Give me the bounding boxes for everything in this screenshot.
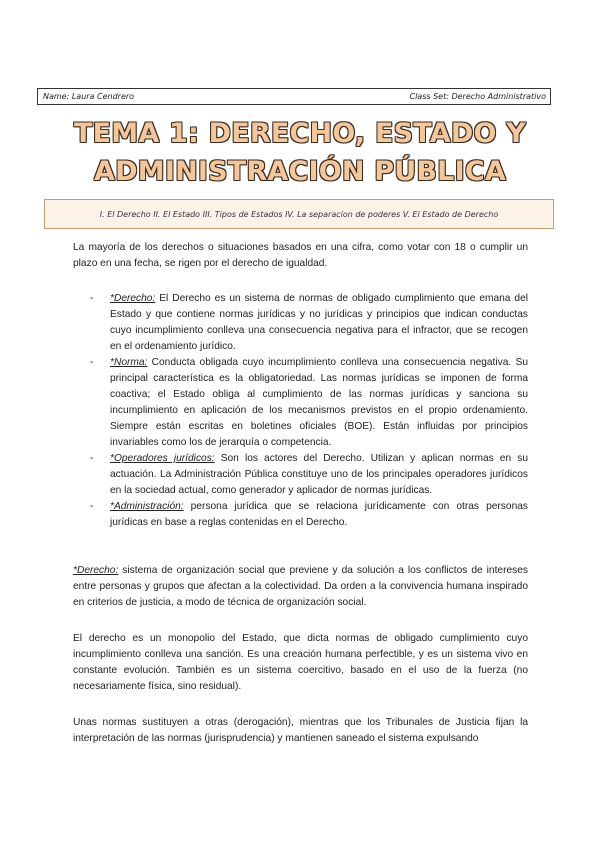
list-dash: - [90,293,94,304]
monopolio-paragraph [73,631,528,695]
definition-text: Son los actores del Derecho. Utilizan y aplican normas en su actuación. La Administración Pública constituye uno de los principales operadores jurídicos en la sociedad actual, como generador y aplicador de normas jurídicas. [110,453,528,496]
normas-paragraph [73,715,528,747]
derecho-paragraph [73,563,528,611]
intro-paragraph [73,240,528,272]
definitions-list [90,291,528,531]
list-item [90,499,528,531]
list-dash: - [90,453,94,464]
list-dash: - [90,357,94,368]
table-of-contents [44,199,554,229]
intro-text: La mayoría de los derechos o situaciones basados en una cifra, como votar con 18 o cumplir un plazo en una fecha, se rigen por el derecho de igualdad. [73,242,528,269]
list-item [90,451,528,499]
definition-term: *Norma: [110,357,148,368]
definition-text: Conducta obligada cuyo incumplimiento conlleva una consecuencia negativa. Su principal característica es la obligatoriedad. Las normas jurídicas se imponen de forma coactiva; el Estado obliga al cumplimiento de las normas jurídicas y sanciona su incumplimiento en aplicación de los mecanismos previstos en el propio ordenamiento. Siempre están escritas en boletines oficiales (BOE). Están influidas por principios invariables como los de jerarquía o competencia. [110,357,528,448]
list-item [90,291,528,355]
list-dash: - [90,501,94,512]
definition-term: *Administración: [110,501,184,512]
derecho-term: *Derecho: [73,565,119,576]
derecho-text: sistema de organización social que previene y da solución a los conflictos de intereses entre personas y grupos que afectan a la colectividad. Da orden a la convivencia humana inspirado en criterios de justicia, a modo de técnica de organización social. [73,565,528,608]
definition-text: persona jurídica que se relaciona jurídicamente con otras personas jurídicas en base a reglas contenidas en el Derecho. [110,501,528,528]
definition-term: *Derecho: [110,293,156,304]
monopolio-text: El derecho es un monopolio del Estado, que dicta normas de obligado cumplimiento cuyo incumplimiento conlleva una sanción. Es una creación humana perfectible, y es un sistema vivo en constante evolución. También es un sistema coercitivo, basado en el uso de la fuerza (no necesariamente física, sino residual). [73,633,528,692]
toc-text: I. El Derecho II. El Estado III. Tipos de Estados IV. La separacion de poderes V. El Estado de Derecho [99,209,499,219]
student-name: Name: Laura Cendrero [43,92,135,101]
header-bar [37,88,551,105]
definition-text: El Derecho es un sistema de normas de obligado cumplimiento que emana del Estado y que contiene normas jurídicas y no jurídicas y principios que indican conductas cuyo incumplimiento conlleva una consecuencia negativa para el infractor, que se recogen en el ordenamiento jurídico. [110,293,528,352]
page-title-line-2: ADMINISTRACIÓN PÚBLICA [94,156,506,187]
page-title-line-1: TEMA 1: DERECHO, ESTADO Y [74,118,526,149]
definition-term: *Operadores jurídicos: [110,453,215,464]
class-set: Class Set: Derecho Administrativo [409,92,546,101]
normas-text: Unas normas sustituyen a otras (derogación), mientras que los Tribunales de Justicia fijan la interpretación de las normas (jurisprudencia) y mantienen saneado el sistema expulsando [73,717,528,744]
list-item [90,355,528,451]
